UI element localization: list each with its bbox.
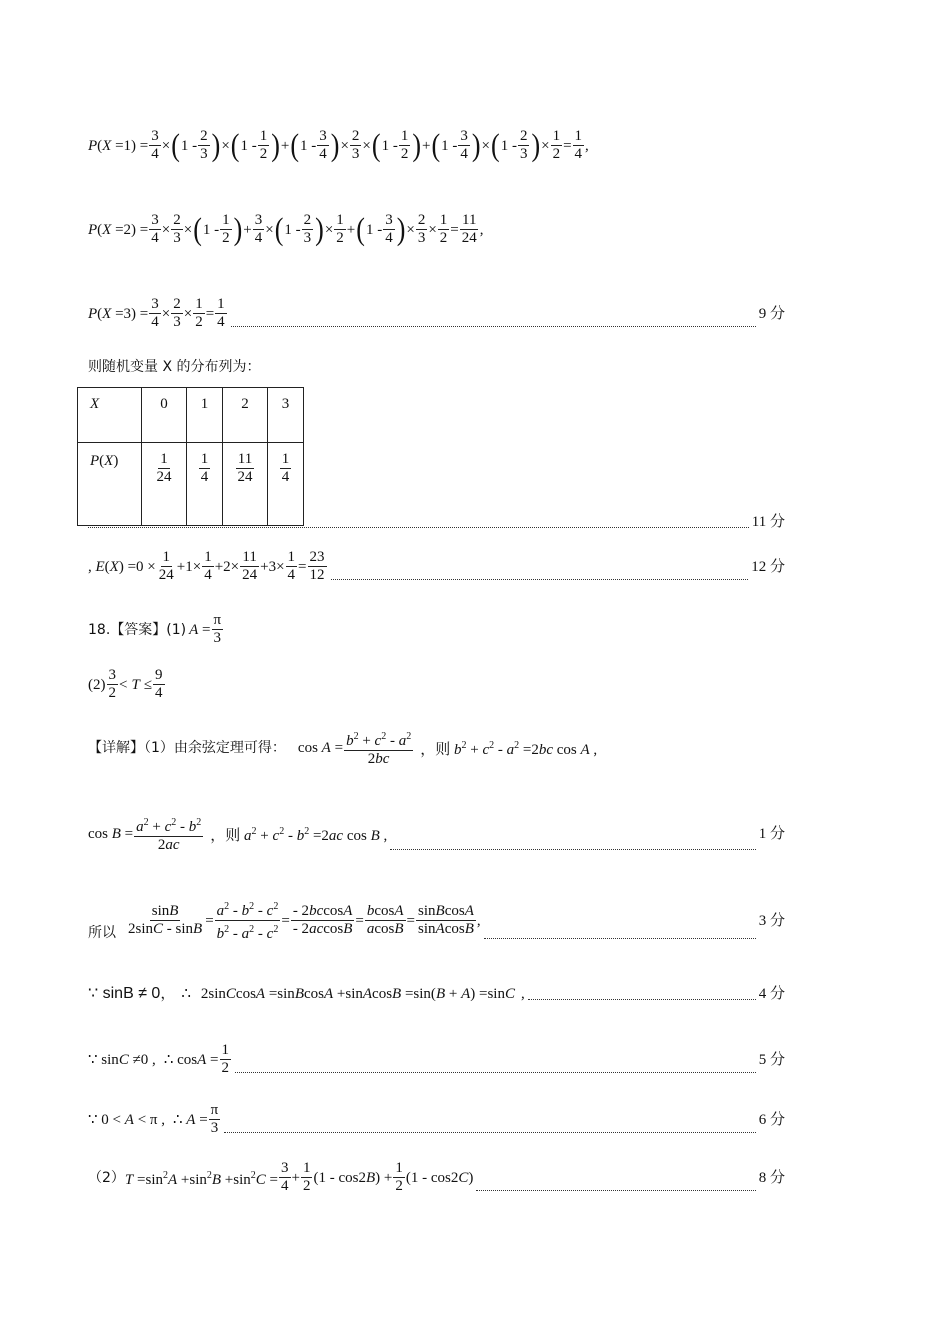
table-cell: $\frac{1}{24}$ — [142, 443, 187, 526]
suoyi-label: 所以 — [88, 925, 116, 941]
leader-dots — [528, 998, 756, 1000]
table-cell: $\frac{11}{24}$ — [223, 443, 268, 526]
leader-dots — [88, 526, 749, 528]
expectation-line: , E(X) =0 × $\frac{1}{24}$ +1× $\frac{1}{4}$ +2× $\frac{11}{24}$ +3× $\frac{1}{4}$ = $\frac{23}{12}$ 12 分 — [88, 549, 785, 583]
score-label: 6 分 — [758, 1111, 785, 1128]
ratio-line: 所以 $\frac{\sin B}{2\sin C - \sin B}$ = $\frac{a^2 - b^2 - c^2}{b^2 - a^2 - c^2}$ = $\frac{- 2bccosA}{- 2accosB}$ = $\frac{bcosA}{acosB}$ = $\frac{\text{sinBcosA}}{\text{sinAcosB}}$ , 3 分 — [88, 898, 785, 943]
detail-cosA-line: 【详解】（1）由余弦定理可得： cos A = $\frac{b^2 + c^2 - a^2}{2bc}$ ，则 $b^2 + c^2 - a^2 =2bc$ cos A , — [88, 728, 785, 768]
prob-x2-line: P(X =2) = $\frac{3}{4}$ × $\frac{2}{3}$ × ( 1 - $\frac{1}{2}$ ) + $\frac{3}{4}$ × ( 1 - $\frac{2}{3}$ ) × $\frac{1}{2}$ + ( 1 - $\frac{3}{4}$ ) × $\frac{2}{3}$ × $\frac{1}{2}$ = $\frac{11}{24}$ , — [88, 211, 484, 247]
table-header-cell: 0 — [142, 388, 187, 443]
distribution-table — [77, 387, 304, 526]
leader-dots — [231, 325, 756, 327]
q18-label: 18.【答案】(1) — [88, 621, 187, 638]
leader-dots — [390, 848, 755, 850]
leader-dots — [235, 1071, 756, 1073]
leader-dots — [331, 578, 749, 580]
prob-x1-line: P(X =1) = $\frac{3}{4}$ × ( 1 - $\frac{2}{3}$ ) × ( 1 - $\frac{1}{2}$ ) + ( 1 - $\frac{3}{4}$ ) × $\frac{2}{3}$ × ( 1 - $\frac{1}{2}$ ) + ( 1 - $\frac{3}{4}$ ) × ( 1 - $\frac{2}{3}$ ) × $\frac{1}{2}$ = $\frac{1}{4}$ , — [88, 127, 589, 163]
score-label: 3 分 — [758, 912, 785, 929]
score-label: 9 分 — [758, 305, 785, 322]
leader-dots — [476, 1189, 755, 1191]
sinC-line: ∵ sinC ≠0 , ∴ cosA = $\frac{1}{2}$ 5 分 — [88, 1042, 785, 1076]
q18-answer-1: 18.【答案】(1) A = $\frac{\pi}{3}$ — [88, 612, 222, 646]
score-label: 11 分 — [751, 514, 785, 530]
part2-line: （2） $T =\sin^2A +\sin^2B +\sin^2C$ = $\frac{3}{4}$ + $\frac{1}{2}$ (1 - cos2 B ) + $\frac{1}{2}$ (1 - cos2 C ) 8 分 — [88, 1160, 785, 1194]
table-score-line — [88, 512, 785, 532]
score-label: 5 分 — [758, 1051, 785, 1068]
table-row-label: P(X) — [78, 443, 142, 526]
sinB-line: ∵ sinB ≠ 0 ， ∴ 2sinCcosA =sinBcosA +sinAcosB =sin(B + A) =sinC , 4 分 — [88, 985, 785, 1002]
A-range-line: ∵ 0 < A < π , ∴ A = $\frac{\pi}{3}$ 6 分 — [88, 1102, 785, 1136]
table-header-x: X — [78, 388, 142, 443]
cosB-line: cos B = $\frac{a^2 + c^2 - b^2}{2ac}$ ，则 $a^2 + c^2 - b^2 =2ac$ cos B , 1 分 — [88, 814, 785, 854]
q18-answer-2: (2) $\frac{3}{2}$ < T ≤ $\frac{9}{4}$ — [88, 667, 163, 701]
prob-x3-line: P(X =3) = $\frac{3}{4}$ × $\frac{2}{3}$ × $\frac{1}{2}$ = $\frac{1}{4}$ 9 分 — [88, 296, 785, 330]
leader-dots — [224, 1131, 755, 1133]
detail-label: 【详解】（1）由余弦定理可得： — [88, 740, 286, 756]
table-header-cell: 3 — [268, 388, 304, 443]
score-label: 4 分 — [758, 986, 785, 1002]
score-label: 1 分 — [758, 826, 785, 842]
q18-part2-label: (2) — [88, 676, 106, 693]
table-cell: $\frac{1}{4}$ — [187, 443, 223, 526]
distribution-intro: 则随机变量 X 的分布列为： — [88, 359, 261, 375]
table-cell: $\frac{1}{4}$ — [268, 443, 304, 526]
table-header-row — [78, 388, 304, 443]
table-header-cell: 2 — [223, 388, 268, 443]
score-label: 8 分 — [758, 1169, 785, 1186]
leader-dots — [484, 937, 756, 939]
table-header-cell: 1 — [187, 388, 223, 443]
score-label: 12 分 — [751, 558, 785, 575]
